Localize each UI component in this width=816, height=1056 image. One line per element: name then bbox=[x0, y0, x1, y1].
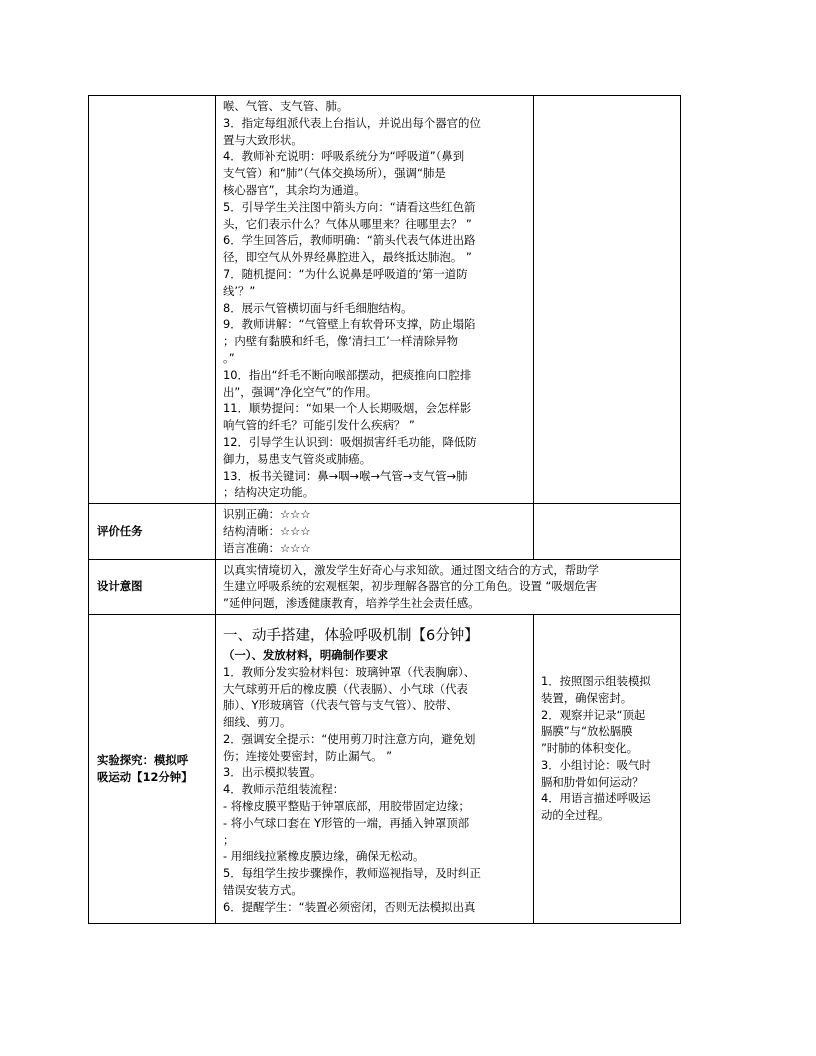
activity-line: 头，它们表示什么？气体从哪里来？往哪里去？ ” bbox=[223, 216, 472, 231]
experiment-line: - 将小气球口套在 Y形管的一端，再插入钟罩顶部 bbox=[223, 815, 470, 830]
experiment-line: 5．每组学生按步骤操作，教师巡视指导，及时纠正 bbox=[223, 866, 481, 881]
experiment-label-line: 实验探究：模拟呼 bbox=[97, 753, 189, 768]
activity-line: 支气管）和“肺”（气体交换场所），强调“肺是 bbox=[223, 166, 446, 181]
activity-line: 线’？” bbox=[223, 283, 256, 298]
activity-line: 9．教师讲解：“气管壁上有软骨环支撑，防止塌陷 bbox=[223, 317, 476, 332]
experiment-line: ； bbox=[223, 832, 235, 847]
experiment-line: 4．教师示范组装流程： bbox=[223, 782, 345, 797]
student-line: 动的全过程。 bbox=[541, 808, 610, 823]
activity-line: 4．教师补充说明：呼吸系统分为“呼吸道”（鼻到 bbox=[223, 149, 465, 164]
experiment-line: - 用细线拉紧橡皮膜边缘，确保无松动。 bbox=[223, 849, 425, 864]
experiment-line: 大气球剪开后的橡皮膜（代表膈）、小气球（代表 bbox=[223, 681, 468, 696]
experiment-student-cell bbox=[534, 614, 681, 923]
experiment-label-line: 吸运动【12分钟】 bbox=[97, 769, 193, 784]
experiment-row bbox=[89, 614, 681, 923]
student-activity-cell bbox=[534, 96, 681, 504]
experiment-line: - 将橡皮膜平整贴于钟罩底部，用胶带固定边缘； bbox=[223, 799, 470, 814]
activity-line: 核心器官”，其余均为通道。 bbox=[223, 182, 366, 197]
experiment-label bbox=[89, 614, 216, 923]
activity-line: 。” bbox=[223, 350, 235, 365]
activity-line: 11．顺势提问：“如果一个人长期吸烟，会怎样影 bbox=[223, 401, 472, 416]
student-line: 装置，确保密封。 bbox=[541, 690, 633, 705]
design-intent-label: 设计意图 bbox=[89, 559, 216, 614]
experiment-line: 6．提醒学生：“装置必须密闭，否则无法模拟出真 bbox=[223, 899, 476, 914]
experiment-line: 错误安装方式。 bbox=[223, 883, 303, 898]
design-intent-row bbox=[89, 559, 681, 614]
student-line: 2．观察并记录“顶起 bbox=[541, 707, 646, 722]
experiment-line: 3．出示模拟装置。 bbox=[223, 765, 322, 780]
experiment-line: 2．强调安全提示：“使用剪刀时注意方向，避免划 bbox=[223, 731, 476, 746]
student-activity-list bbox=[541, 617, 674, 824]
activity-line: 置与大致形状。 bbox=[223, 132, 303, 147]
activity-line: 径，即空气从外界经鼻腔进入，最终抵达肺泡。 ” bbox=[223, 250, 472, 265]
activity-line: 3．指定每组派代表上台指认，并说出每个器官的位 bbox=[223, 115, 481, 130]
lesson-plan-table bbox=[88, 95, 681, 924]
student-line: 3．小组讨论：吸气时 bbox=[541, 757, 651, 772]
student-line: 膈和肋骨如何运动？ bbox=[541, 774, 644, 789]
student-line: 4．用语言描述呼吸运 bbox=[541, 791, 651, 806]
activity-line: 响气管的纤毛？可能引发什么疾病？ ” bbox=[223, 418, 415, 433]
evaluation-row bbox=[89, 504, 681, 559]
evaluation-content bbox=[216, 504, 534, 559]
activity-line: 8．展示气管横切面与纤毛细胞结构。 bbox=[223, 300, 413, 315]
evaluation-label: 评价任务 bbox=[89, 504, 216, 559]
experiment-line: 1．教师分发实验材料包：玻璃钟罩（代表胸廓）、 bbox=[223, 664, 476, 679]
student-line: ”时肺的体积变化。 bbox=[541, 741, 639, 756]
evaluation-empty-cell bbox=[534, 504, 681, 559]
activity-line: 13．板书关键词：鼻→咽→喉→气管→支气管→肺 bbox=[223, 468, 468, 483]
activity-line: 6．学生回答后，教师明确：“箭头代表气体进出路 bbox=[223, 233, 476, 248]
activity-line: 喉、气管、支气管、肺。 bbox=[223, 99, 349, 113]
design-intent-line: 以真实情境切入，激发学生好奇心与求知欲。通过图文结合的方式，帮助学 bbox=[223, 562, 599, 577]
student-line: 膈膜”与“放松膈膜 bbox=[541, 724, 633, 739]
evaluation-item: 结构清晰：☆☆☆ bbox=[223, 523, 311, 538]
student-line: 1．按照图示组装模拟 bbox=[541, 673, 651, 688]
design-intent-line: ”延伸问题，渗透健康教育，培养学生社会责任感。 bbox=[223, 596, 480, 611]
experiment-line: 伤；连接处要密封，防止漏气。 ” bbox=[223, 748, 392, 763]
activity-line: 10．指出“纤毛不断向喉部摆动，把痰推向口腔排 bbox=[223, 367, 472, 382]
design-intent-content bbox=[216, 559, 681, 614]
activity-line: ；内壁有黏膜和纤毛，像‘清扫工’一样清除异物 bbox=[223, 334, 459, 349]
design-intent-line: 生建立呼吸系统的宏观框架，初步理解各器官的分工角色。设置 “吸烟危害 bbox=[223, 579, 598, 594]
sub-section-title: （一）、发放材料，明确制作要求 bbox=[223, 647, 389, 662]
teacher-activity-cell bbox=[216, 96, 534, 504]
activity-line: 出”，强调“净化空气”的作用。 bbox=[223, 384, 378, 399]
activity-line: 12．引导学生认识到：吸烟损害纤毛功能，降低防 bbox=[223, 434, 477, 449]
experiment-line: 肺）、Y形玻璃管（代表气管与支气管）、胶带、 bbox=[223, 698, 458, 713]
activity-continued-row bbox=[89, 96, 681, 504]
experiment-teacher-cell bbox=[216, 614, 534, 923]
activity-line: 御力，易患支气管炎或肺癌。 bbox=[223, 451, 372, 466]
activity-line: ；结构决定功能。 bbox=[223, 485, 315, 500]
activity-line: 7．随机提问：“为什么说鼻是呼吸道的‘第一道防 bbox=[223, 266, 468, 281]
activity-line: 5．引导学生关注图中箭头方向：“请看这些红色箭 bbox=[223, 199, 476, 214]
activity-label-cell bbox=[89, 96, 216, 504]
section-title: 一、动手搭建，体验呼吸机制【6分钟】 bbox=[223, 627, 479, 644]
evaluation-item: 识别正确：☆☆☆ bbox=[223, 507, 311, 522]
experiment-line: 细线、剪刀。 bbox=[223, 715, 292, 730]
evaluation-item: 语言准确：☆☆☆ bbox=[223, 540, 311, 555]
